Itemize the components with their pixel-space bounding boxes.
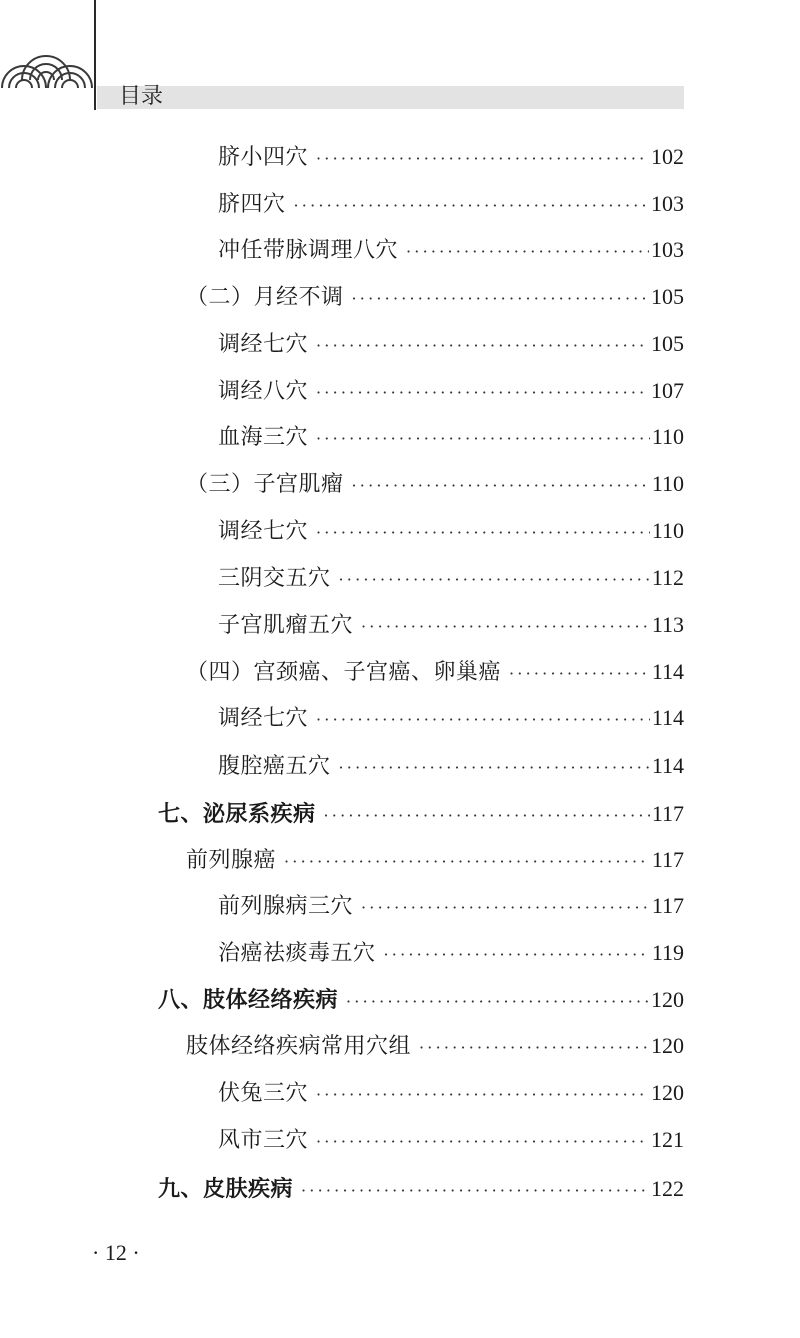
toc-leader-dots [352, 282, 649, 316]
toc-entry-title: （二）月经不调 [186, 285, 344, 310]
toc-leader-dots [346, 985, 649, 1019]
toc-entry[interactable] [218, 936, 684, 970]
toc-entry[interactable] [218, 749, 684, 783]
toc-entry-page: 114 [651, 659, 684, 684]
toc-entry-title: （四）宫颈癌、子宫癌、卵巢癌 [186, 660, 502, 685]
toc-entry[interactable] [186, 280, 684, 314]
toc-entry-title: 调经七穴 [218, 706, 309, 731]
toc-leader-dots [419, 1031, 649, 1065]
toc-leader-dots [316, 1125, 649, 1159]
toc-leader-dots [406, 235, 649, 269]
toc-entry-title: 脐小四穴 [218, 145, 309, 170]
toc-entry[interactable] [218, 327, 684, 361]
toc-entry-page: 102 [651, 144, 684, 169]
toc-entry-title: 子宫肌瘤五穴 [218, 613, 354, 638]
toc-entry-title: 治癌祛痰毒五穴 [218, 941, 376, 966]
toc-entry-page: 107 [651, 378, 684, 403]
toc-entry-page: 121 [651, 1127, 684, 1152]
section-title: 目录 [119, 84, 164, 109]
toc-entry-title: 腹腔癌五穴 [218, 754, 331, 779]
toc-entry-page: 120 [651, 1033, 684, 1058]
toc-leader-dots [316, 142, 649, 176]
toc-entry-page: 120 [651, 987, 684, 1012]
toc-entry[interactable] [218, 187, 684, 221]
toc-leader-dots [316, 516, 650, 550]
toc-entry[interactable] [186, 843, 684, 877]
toc-entry-page: 117 [651, 801, 684, 826]
toc-leader-dots [316, 422, 650, 456]
toc-entry-page: 119 [651, 940, 684, 965]
toc-entry[interactable] [218, 1123, 684, 1157]
toc-entry-title: 肢体经络疾病常用穴组 [186, 1034, 412, 1059]
toc-entry-page: 105 [651, 284, 684, 309]
toc-leader-dots [339, 751, 650, 785]
toc-leader-dots [316, 376, 649, 410]
toc-leader-dots [361, 891, 650, 925]
toc-entry[interactable] [158, 983, 684, 1017]
toc-entry-title: 三阴交五穴 [218, 566, 331, 591]
toc-entry[interactable] [186, 655, 684, 689]
toc-leader-dots [316, 703, 650, 737]
toc-leader-dots [294, 189, 649, 223]
toc-entry-page: 110 [651, 471, 684, 496]
toc-entry-title: 调经七穴 [218, 332, 309, 357]
toc-entry-page: 117 [651, 893, 684, 918]
toc-entry-title: 血海三穴 [218, 425, 309, 450]
toc-leader-dots [301, 1174, 649, 1208]
toc-entry-page: 110 [651, 424, 684, 449]
toc-entry[interactable] [218, 889, 684, 923]
toc-entry-page: 112 [651, 565, 684, 590]
toc-entry-page: 110 [651, 518, 684, 543]
toc-entry[interactable] [218, 608, 684, 642]
toc-entry-title: 八、肢体经络疾病 [158, 987, 339, 1013]
toc-entry-page: 103 [651, 237, 684, 262]
toc-entry-page: 120 [651, 1080, 684, 1105]
toc-entry-title: 前列腺病三穴 [218, 894, 354, 919]
toc-entry[interactable] [158, 797, 684, 831]
toc-entry-page: 114 [651, 705, 684, 730]
toc-leader-dots [284, 845, 650, 879]
toc-entry[interactable] [218, 514, 684, 548]
toc-entry-page: 103 [651, 191, 684, 216]
toc-leader-dots [509, 657, 650, 691]
toc-entry-title: 脐四穴 [218, 192, 286, 217]
toc-leader-dots [339, 563, 650, 597]
toc-entry-title: 风市三穴 [218, 1128, 309, 1153]
toc-leader-dots [384, 938, 650, 972]
toc-entry[interactable] [186, 467, 684, 501]
toc-entry[interactable] [218, 561, 684, 595]
toc-entry[interactable] [218, 701, 684, 735]
toc-entry[interactable] [218, 140, 684, 174]
page-number: · 12 · [92, 1240, 140, 1265]
toc-leader-dots [352, 469, 650, 503]
toc-entry[interactable] [158, 1172, 684, 1206]
toc-entry-title: 伏兔三穴 [218, 1081, 309, 1106]
toc-entry[interactable] [218, 233, 684, 267]
toc-entry-title: 调经七穴 [218, 519, 309, 544]
toc-entry-page: 113 [651, 612, 684, 637]
toc-entry-title: 冲任带脉调理八穴 [218, 238, 399, 263]
toc-leader-dots [316, 1078, 649, 1112]
toc-entry-title: 九、皮肤疾病 [158, 1176, 294, 1202]
toc-entry-title: （三）子宫肌瘤 [186, 472, 344, 497]
toc-leader-dots [361, 610, 650, 644]
toc-entry-page: 122 [651, 1176, 684, 1201]
toc-entry-title: 七、泌尿系疾病 [158, 801, 316, 827]
toc-entry-page: 117 [651, 847, 684, 872]
toc-entry-page: 105 [651, 331, 684, 356]
toc-leader-dots [316, 329, 649, 363]
toc-entry[interactable] [218, 374, 684, 408]
toc-entry[interactable] [218, 1076, 684, 1110]
toc-leader-dots [324, 799, 650, 833]
toc-entry[interactable] [186, 1029, 684, 1063]
toc-entry-title: 前列腺癌 [186, 848, 277, 873]
toc-entry[interactable] [218, 420, 684, 454]
toc-entry-title: 调经八穴 [218, 379, 309, 404]
toc-entry-page: 114 [651, 753, 684, 778]
